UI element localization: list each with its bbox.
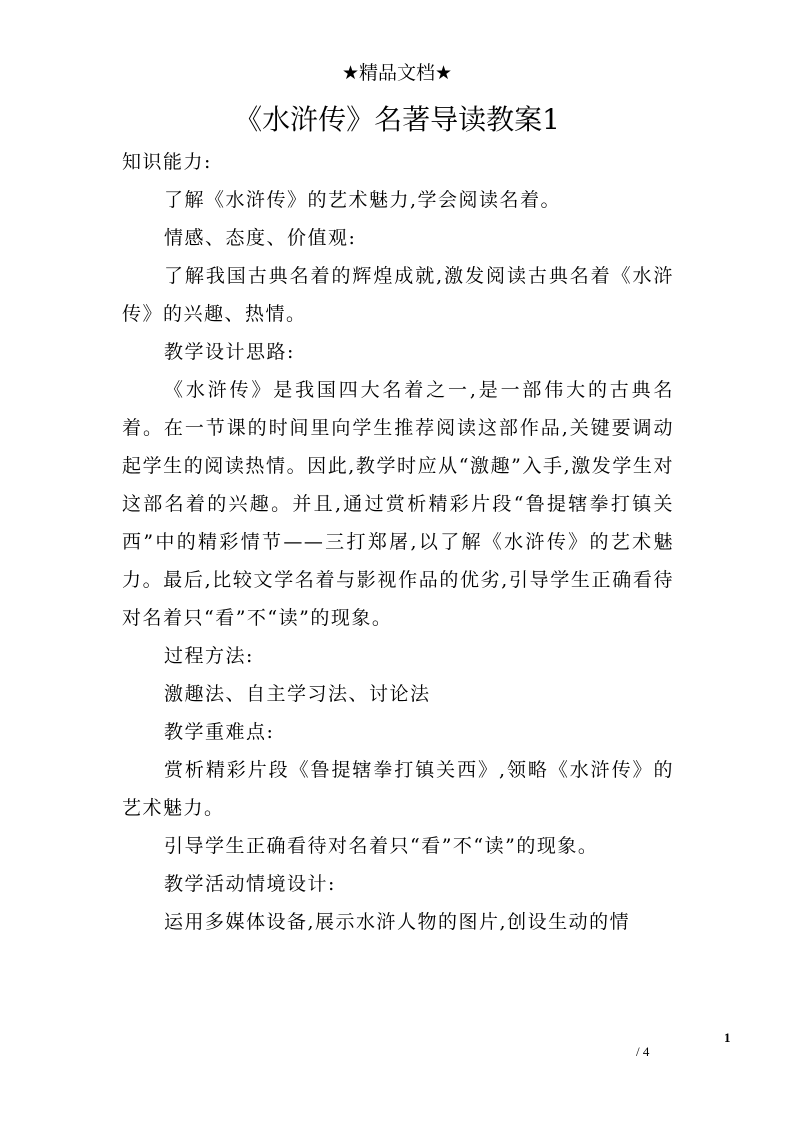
paragraph: 激趣法、自主学习法、讨论法 <box>164 683 431 705</box>
page-total: / 4 <box>636 1044 650 1059</box>
document-body <box>122 143 674 941</box>
paragraph: 情感、态度、价值观: <box>164 227 357 249</box>
paragraph: 过程方法: <box>164 645 254 667</box>
paragraph: 教学重难点: <box>164 721 275 743</box>
paragraph: 了解《水浒传》的艺术魅力,学会阅读名着。 <box>164 189 562 211</box>
paragraph: 了解我国古典名着的辉煌成就,激发阅读古典名着《水浒传》的兴趣、热情。 <box>122 265 674 325</box>
paragraph: 教学设计思路: <box>164 341 295 363</box>
document-header: ★精品文档★ <box>341 62 453 84</box>
document-title: 《水浒传》名著导读教案1 <box>234 103 560 136</box>
paragraph: 教学活动情境设计: <box>164 873 336 895</box>
paragraph: 赏析精彩片段《鲁提辖拳打镇关西》,领略《水浒传》的艺术魅力。 <box>122 759 674 819</box>
page-number: 1 <box>724 1030 731 1045</box>
paragraph: 引导学生正确看待对名着只“看”不“读”的现象。 <box>164 835 599 857</box>
paragraph: 《水浒传》是我国四大名着之一,是一部伟大的古典名着。在一节课的时间里向学生推荐阅读这部作品,关键要调动起学生的阅读热情。因此,教学时应从“激趣”入手,激发学生对这部名着的兴趣。并且,通过赏析精彩片段“鲁提辖拳打镇关西”中的精彩情节——三打郑屠,以了解《水浒传》的艺术魅力。最后,比较文学名着与影视作品的优劣,引导学生正确看待对名着只“看”不“读”的现象。 <box>122 379 674 629</box>
paragraph: 知识能力: <box>122 151 212 173</box>
paragraph: 运用多媒体设备,展示水浒人物的图片,创设生动的情 <box>164 911 631 933</box>
